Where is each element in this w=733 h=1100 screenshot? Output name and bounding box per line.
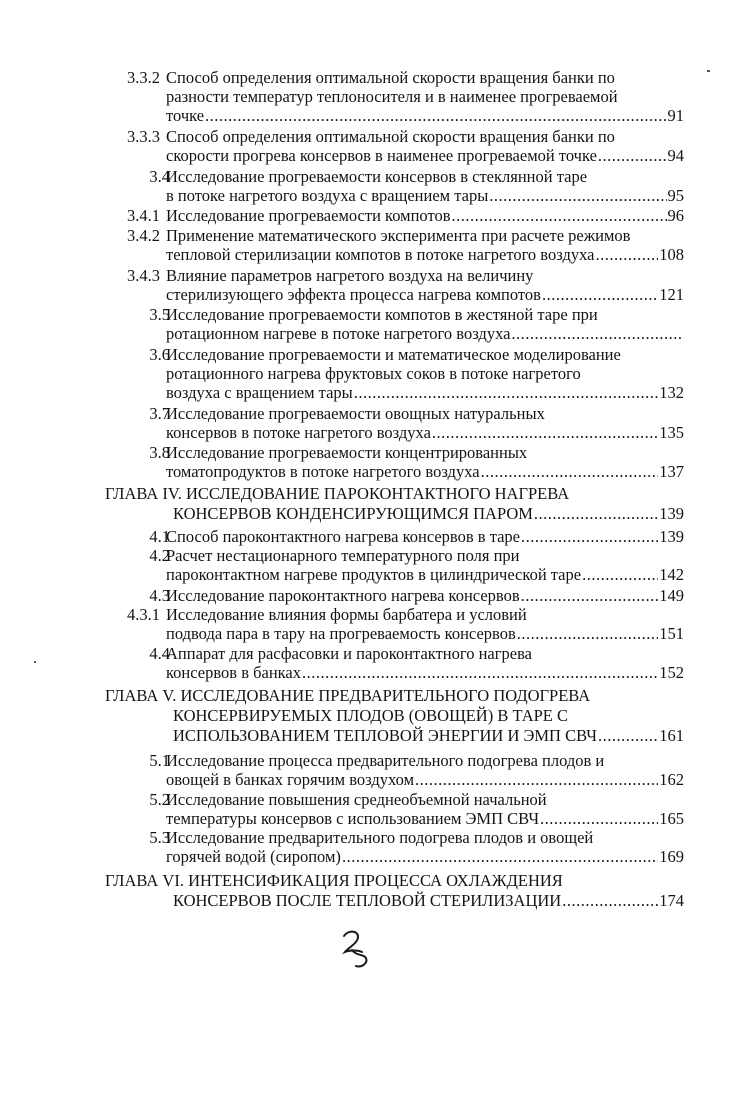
entry-last-line — [166, 586, 684, 605]
chapter-title-line: ИССЛЕДОВАНИЕ ПРЕДВАРИТЕЛЬНОГО ПОДОГРЕВА — [180, 686, 591, 705]
dot-leader — [489, 186, 666, 205]
toc-entry-4-2 — [110, 546, 684, 584]
entry-text: воздуха с вращением тары — [166, 383, 353, 402]
entry-number: 3.5 — [149, 305, 170, 324]
entry-last-line — [166, 106, 684, 125]
entry-last-line — [166, 245, 684, 264]
entry-text: точке — [166, 106, 205, 125]
dot-leader — [562, 891, 658, 911]
entry-last-line — [166, 206, 684, 225]
page-number: 108 — [659, 245, 684, 264]
entry-last-line — [166, 285, 684, 304]
chapter-title-line: КОНСЕРВИРУЕМЫХ ПЛОДОВ (ОВОЩЕЙ) В ТАРЕ С — [173, 706, 569, 725]
entry-number: 3.3.2 — [127, 68, 160, 87]
entry-number: 3.4.3 — [127, 266, 160, 285]
scan-speck — [34, 661, 36, 663]
entry-number: 4.3 — [149, 586, 170, 605]
entry-text-line: Исследование влияния формы барбатера и условий — [166, 605, 527, 624]
chapter-last-line — [173, 891, 684, 911]
chapter-title-line: ИССЛЕДОВАНИЕ ПАРОКОНТАКТНОГО НАГРЕВА — [185, 484, 570, 503]
toc-entry-4-1 — [110, 527, 684, 546]
page-number: 94 — [667, 146, 684, 165]
entry-number: 4.2 — [149, 546, 170, 565]
entry-text-line: Исследование прогреваемости концентрированных — [166, 443, 528, 462]
dot-leader — [582, 565, 658, 584]
dot-leader — [540, 809, 658, 828]
entry-text: томатопродуктов в потоке нагретого воздуха — [166, 462, 480, 481]
page-number: 142 — [659, 565, 684, 584]
dot-leader — [598, 146, 667, 165]
entry-text: ротационном нагреве в потоке нагретого воздуха — [166, 324, 511, 343]
dot-leader — [452, 206, 667, 225]
chapter-heading-6 — [105, 871, 684, 911]
toc-entry-5-2 — [110, 790, 684, 828]
entry-text: скорости прогрева консервов в наименее прогреваемой точке — [166, 146, 597, 165]
chapter-title-line: ИСПОЛЬЗОВАНИЕМ ТЕПЛОВОЙ ЭНЕРГИИ И ЭМП СВЧ — [173, 726, 597, 745]
page-number: 139 — [659, 504, 684, 523]
entry-last-line — [166, 624, 684, 643]
dot-leader — [481, 462, 659, 481]
entry-text-line: разности температур теплоносителя и в наименее прогреваемой — [166, 87, 618, 106]
toc-entry-4-3-1 — [110, 605, 684, 643]
dot-leader — [432, 423, 658, 442]
entry-text: пароконтактном нагреве продуктов в цилиндрической таре — [166, 565, 582, 584]
entry-number: 3.4.1 — [127, 206, 160, 225]
entry-text: Исследование прогреваемости компотов — [166, 206, 451, 225]
entry-text-line: Исследование прогреваемости овощных натуральных — [166, 404, 545, 423]
toc-entry-5-3 — [110, 828, 684, 866]
entry-text: консервов в банках — [166, 663, 302, 682]
entry-text: горячей водой (сиропом) — [166, 847, 341, 866]
entry-number: 4.4 — [149, 644, 170, 663]
page-number: 174 — [659, 891, 684, 910]
entry-number: 5.1 — [149, 751, 170, 770]
entry-last-line — [166, 527, 684, 546]
entry-text: стерилизующего эффекта процесса нагрева компотов — [166, 285, 541, 304]
toc-entry-4-4 — [110, 644, 684, 682]
chapter-heading-5 — [105, 686, 684, 746]
chapter-title-line: ИНТЕНСИФИКАЦИЯ ПРОЦЕССА ОХЛАЖДЕНИЯ — [188, 871, 563, 890]
entry-text: Способ пароконтактного нагрева консервов в таре — [166, 527, 521, 546]
entry-text: подвода пара в тару на прогреваемость консервов — [166, 624, 516, 643]
entry-text: консервов в потоке нагретого воздуха — [166, 423, 431, 442]
chapter-label: ГЛАВА V. — [105, 686, 177, 705]
dot-leader — [521, 586, 659, 605]
page-number: 96 — [667, 206, 684, 225]
entry-text-line: Способ определения оптимальной скорости вращения банки по — [166, 68, 615, 87]
dot-leader — [354, 383, 659, 402]
chapter-heading-4 — [105, 484, 684, 524]
handwritten-page-mark — [338, 928, 378, 970]
page-number: 169 — [659, 847, 684, 866]
entry-text-line: ротационного нагрева фруктовых соков в потоке нагретого — [166, 364, 581, 383]
dot-leader — [511, 324, 683, 343]
page-number: 121 — [659, 285, 684, 304]
dot-leader — [534, 504, 658, 524]
page-number: 149 — [659, 586, 684, 605]
entry-number: 3.4.2 — [127, 226, 160, 245]
dot-leader — [517, 624, 659, 643]
toc-entry-3-3-3 — [110, 127, 684, 165]
entry-number: 3.7 — [149, 404, 170, 423]
dot-leader — [342, 847, 658, 866]
dot-leader — [521, 527, 658, 546]
entry-number: 4.1 — [149, 527, 170, 546]
entry-number: 3.8 — [149, 443, 170, 462]
entry-text: овощей в банках горячим воздухом — [166, 770, 415, 789]
toc-entry-5-1 — [110, 751, 684, 789]
chapter-label: ГЛАВА VI. — [105, 871, 184, 890]
entry-text: температуры консервов с использованием ЭМП СВЧ — [166, 809, 540, 828]
entry-number: 4.3.1 — [127, 605, 160, 624]
entry-last-line — [166, 324, 684, 343]
page-number: 95 — [667, 186, 684, 205]
page-number: 135 — [659, 423, 684, 442]
entry-text-line: Исследование повышения среднеобъемной начальной — [166, 790, 547, 809]
entry-number: 5.3 — [149, 828, 170, 847]
toc-entry-4-3 — [110, 586, 684, 605]
dot-leader — [598, 726, 658, 746]
entry-text-line: Применение математического эксперимента при расчете режимов — [166, 226, 631, 245]
toc-entry-3-4 — [110, 167, 684, 205]
page-number: 162 — [659, 770, 684, 789]
entry-text-line: Исследование предварительного подогрева плодов и овощей — [166, 828, 594, 847]
entry-text-line: Исследование прогреваемости и математическое моделирование — [166, 345, 621, 364]
entry-text-line: Исследование прогреваемости консервов в стеклянной таре — [166, 167, 588, 186]
toc-entry-3-4-2 — [110, 226, 684, 264]
entry-number: 3.4 — [149, 167, 170, 186]
entry-last-line — [166, 770, 684, 789]
page-number: 132 — [659, 383, 684, 402]
dot-leader — [542, 285, 658, 304]
page-number: 152 — [659, 663, 684, 682]
entry-number: 5.2 — [149, 790, 170, 809]
chapter-last-line — [173, 726, 684, 746]
page-number: 161 — [659, 726, 684, 745]
entry-text: Исследование пароконтактного нагрева консервов — [166, 586, 520, 605]
dot-leader — [205, 106, 666, 125]
page-number: 91 — [667, 106, 684, 125]
entry-last-line — [166, 423, 684, 442]
entry-text-line: Исследование процесса предварительного подогрева плодов и — [166, 751, 605, 770]
entry-last-line — [166, 186, 684, 205]
toc-entry-3-7 — [110, 404, 684, 442]
chapter-last-line — [173, 504, 684, 524]
entry-text: в потоке нагретого воздуха с вращением тары — [166, 186, 489, 205]
toc-entry-3-5 — [110, 305, 684, 343]
entry-last-line — [166, 146, 684, 165]
toc-entry-3-3-2 — [110, 68, 684, 125]
chapter-label: ГЛАВА IV. — [105, 484, 182, 503]
toc-entry-3-6 — [110, 345, 684, 402]
entry-last-line — [166, 809, 684, 828]
page-number: 151 — [659, 624, 684, 643]
scan-speck — [707, 70, 710, 72]
entry-text-line: Аппарат для расфасовки и пароконтактного нагрева — [166, 644, 532, 663]
entry-text-line: Исследование прогреваемости компотов в жестяной таре при — [166, 305, 598, 324]
entry-number: 3.3.3 — [127, 127, 160, 146]
entry-last-line — [166, 847, 684, 866]
toc-entry-3-4-3 — [110, 266, 684, 304]
chapter-title-line: КОНСЕРВОВ КОНДЕНСИРУЮЩИМСЯ ПАРОМ — [173, 504, 533, 523]
page-number: 137 — [659, 462, 684, 481]
page-number: 139 — [659, 527, 684, 546]
entry-last-line — [166, 663, 684, 682]
entry-text: тепловой стерилизации компотов в потоке нагретого воздуха — [166, 245, 595, 264]
toc-entry-3-8 — [110, 443, 684, 481]
entry-number: 3.6 — [149, 345, 170, 364]
entry-last-line — [166, 462, 684, 481]
dot-leader — [415, 770, 658, 789]
entry-last-line — [166, 383, 684, 402]
toc-entry-3-4-1 — [110, 206, 684, 225]
entry-text-line: Расчет нестационарного температурного поля при — [166, 546, 520, 565]
dot-leader — [595, 245, 658, 264]
entry-text-line: Влияние параметров нагретого воздуха на величину — [166, 266, 534, 285]
entry-last-line — [166, 565, 684, 584]
page-number: 165 — [659, 809, 684, 828]
entry-text-line: Способ определения оптимальной скорости вращения банки по — [166, 127, 615, 146]
dot-leader — [302, 663, 658, 682]
chapter-title-line: КОНСЕРВОВ ПОСЛЕ ТЕПЛОВОЙ СТЕРИЛИЗАЦИИ — [173, 891, 562, 910]
